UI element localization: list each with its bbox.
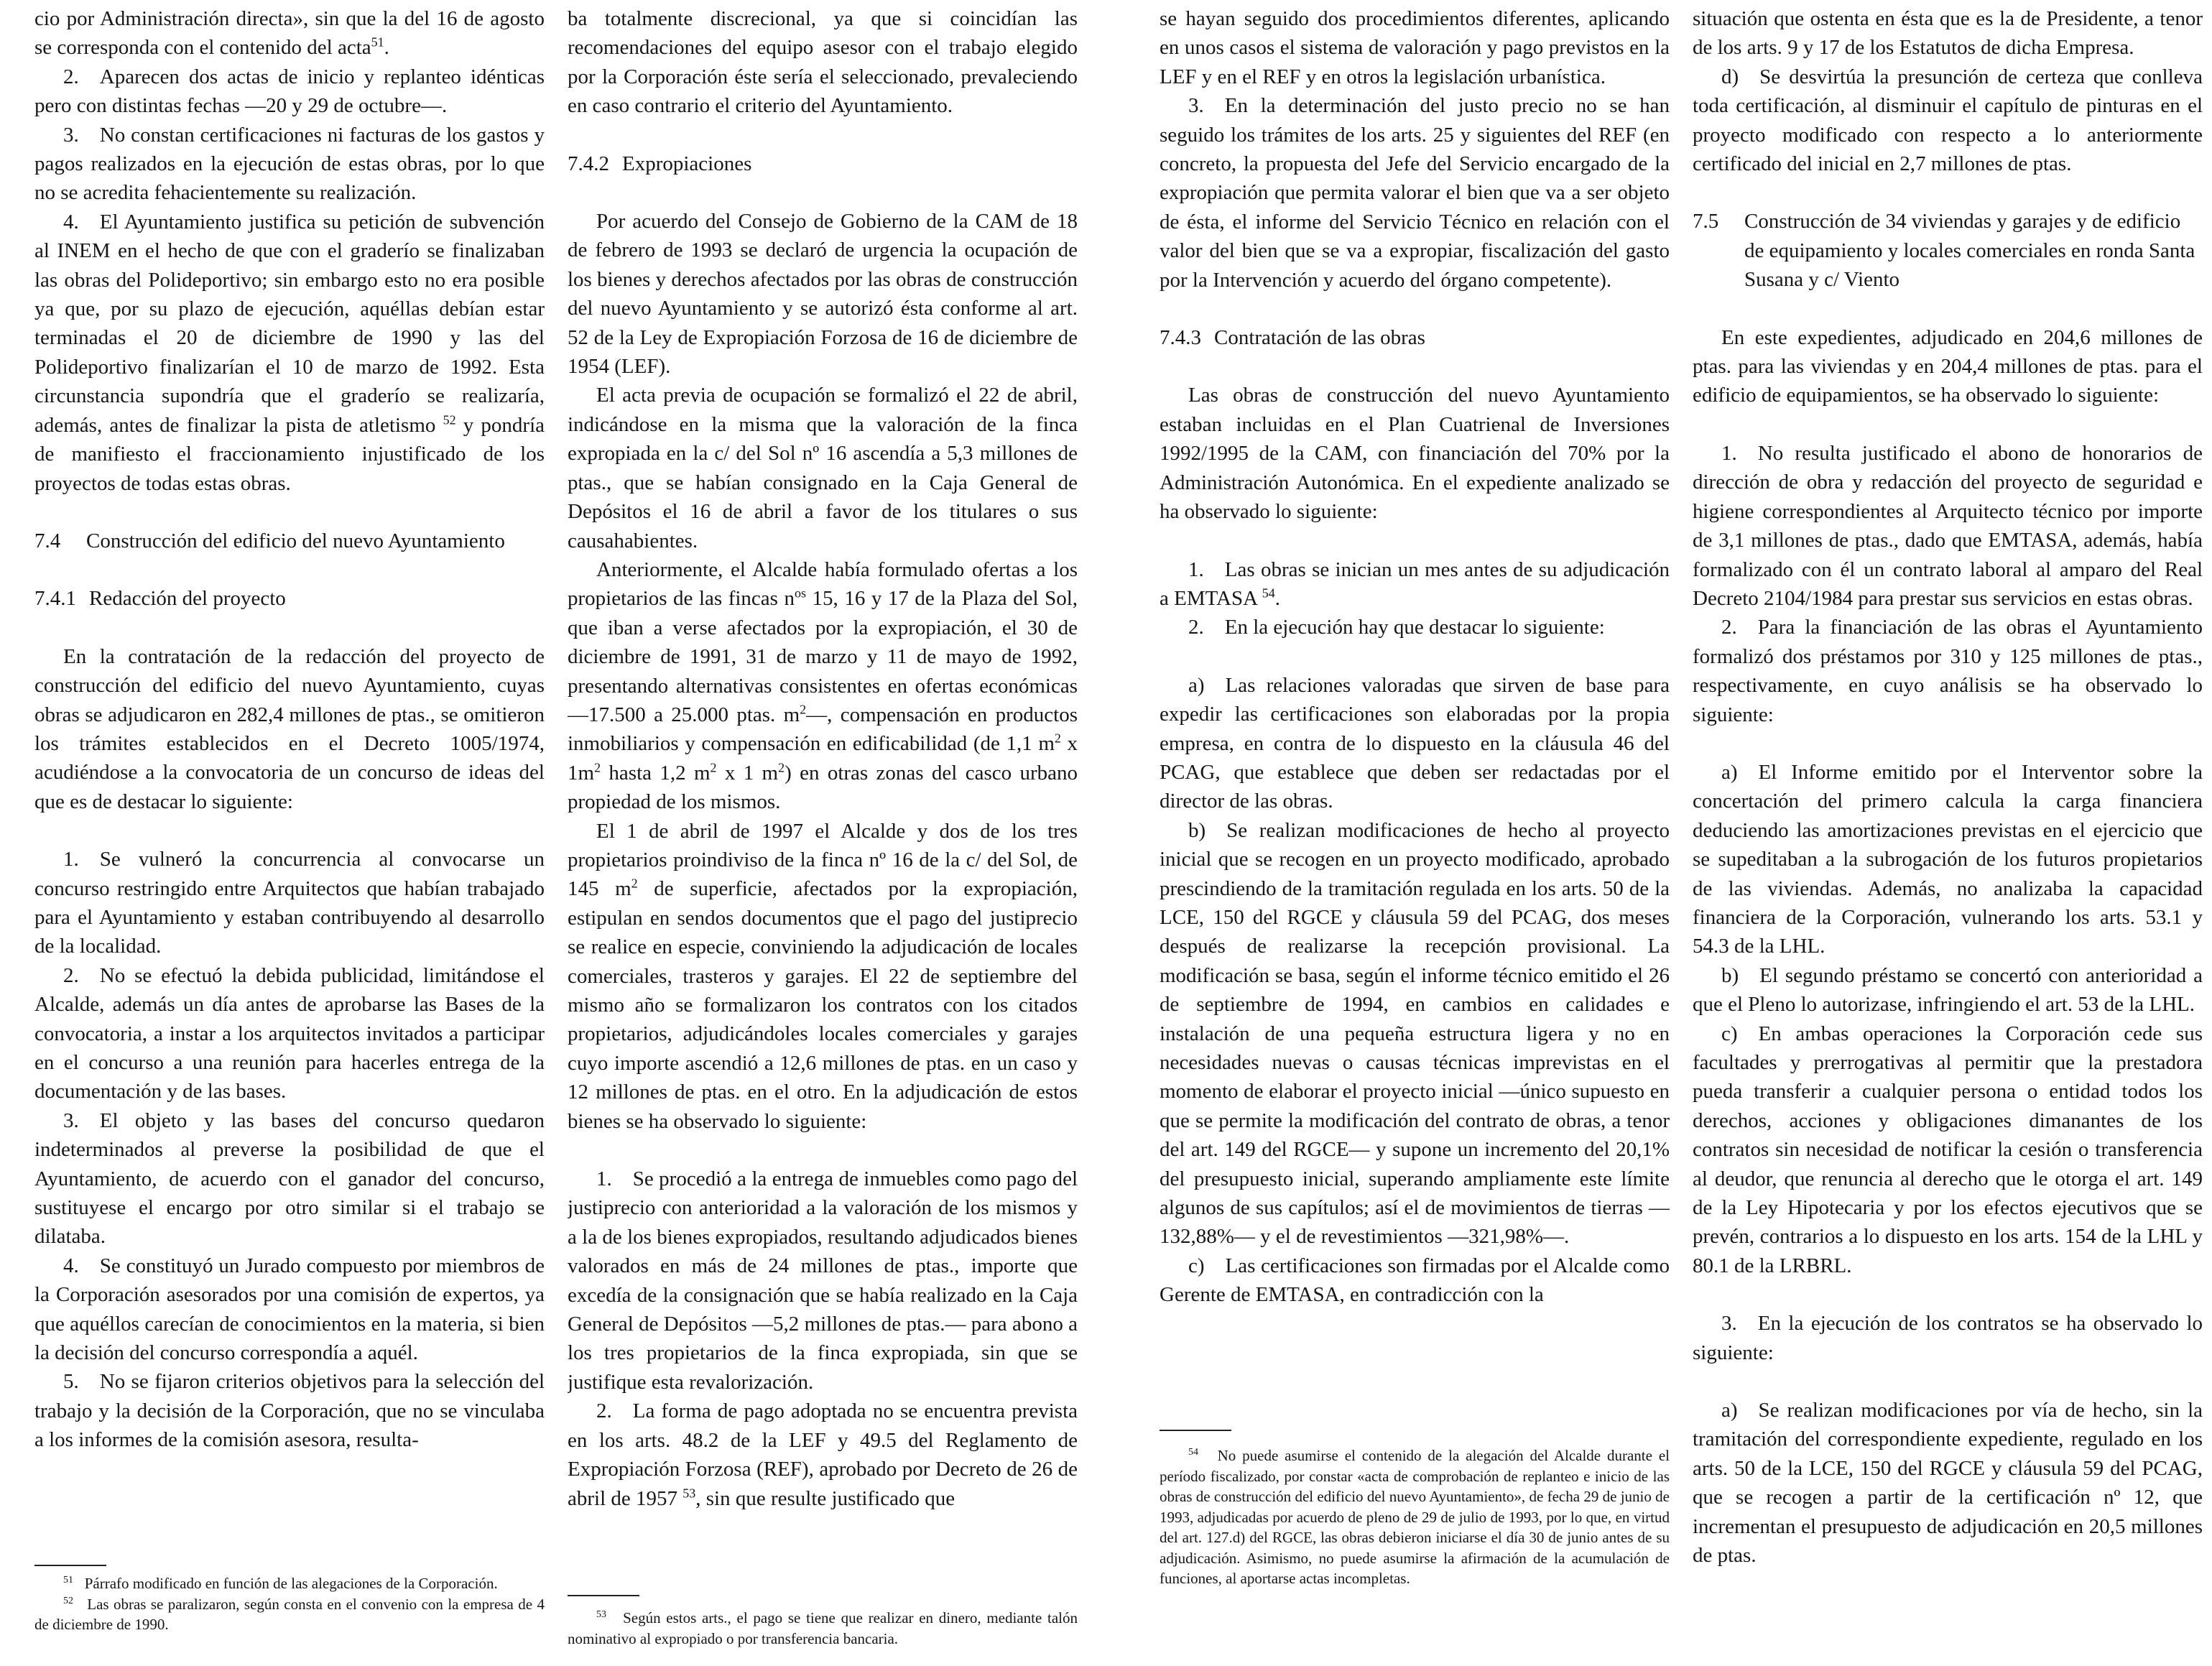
list-item-5: 5. No se fijaron criterios objetivos para la selección del trabajo y la decisión de la Corporación, que no se vinculaba a los informes de la comisión asesora, resulta- bbox=[34, 1370, 545, 1452]
sub-item-b: b) El segundo préstamo se concertó con anterioridad a que el Pleno lo autorizase, infringiendo el art. 53 de la LHL. bbox=[1693, 963, 2203, 1017]
paragraph-continued: cio por Administración directa», sin que la del 16 de agosto se corresponda con el contenido del acta$^{51}$. bbox=[34, 7, 545, 60]
paragraph-intro: Las obras de construcción del nuevo Ayuntamiento estaban incluidas en el Plan Cuatrienal de Inversiones 1992/1995 de la CAM, con financiación del 70% por la Administración Autonómica. En el expediente analizado se ha observado lo siguiente: bbox=[1160, 384, 1670, 524]
spacer bbox=[1160, 527, 1670, 555]
list-item-4: 4. Se constituyó un Jurado compuesto por miembros de la Corporación asesorados por una comisión de expertos, ya que aquéllos carecían de conocimientos en la materia, si bien la decisión del concurso correspondía a aquél. bbox=[34, 1254, 545, 1365]
sub-item-c: c) Las certificaciones son firmadas por el Alcalde como Gerente de EMTASA, en contradicción con la bbox=[1160, 1254, 1670, 1307]
section-heading-7-4-1: 7.4.1 Redacción del proyecto bbox=[34, 587, 286, 611]
footnote-51: $^{51}$ Párrafo modificado en función de las alegaciones de la Corporación. bbox=[63, 1575, 498, 1592]
list-item-2: 2. La forma de pago adoptada no se encuentra prevista en los arts. 48.2 de la LEF y 49.5 del Reglamento de Expropiación Forzosa (REF), aprobado por Decreto de 26 de abril de 1957 $^{53}$, sin que resulte justificado que bbox=[568, 1399, 1078, 1510]
paragraph-2: El acta previa de ocupación se formalizó el 22 de abril, indicándose en la misma que la valoración de la finca expropiada en la c/ del Sol nº 16 ascendía a 5,3 millones de ptas., que se habían consignado en la Caja General de Depósitos el 16 de abril a favor de los titulares o sus causahabientes. bbox=[568, 384, 1078, 552]
paragraph-1: Por acuerdo del Consejo de Gobierno de la CAM de 18 de febrero de 1993 se declaró de urgencia la ocupación de los bienes y derechos afectados por las obras de construcción del nuevo Ayuntamiento y se autorizó ésta conforme al art. 52 de la Ley de Expropiación Forzosa de 16 de diciembre de 1954 (LEF). bbox=[568, 210, 1078, 379]
list-item-4: 4. El Ayuntamiento justifica su petición de subvención al INEM en el hecho de que con el graderío se finalizaban las obras del Polideportivo; sin embargo esto no era posible ya que, por su plazo de ejecución, aquéllas debían estar terminadas el 20 de diciembre de 1990 y las del Polideportivo finalizarían el 10 de marzo de 1992. Esta circunstancia supondría que el graderío se realizaría, además, antes de finalizar la pista de atletismo $^{52}$ y pondría de manifiesto el fraccionamiento injustificado de los proyectos de todas estas obras. bbox=[34, 210, 545, 495]
list-item-3: 3. En la determinación del justo precio no se han seguido los trámites de los arts. 25 y siguientes del REF (en concreto, la propuesta del Jefe del Servicio encargado de la expropiación que permita valorar el bien que va a ser objeto de ésta, el informe del Servicio Técnico en relación con el valor del bien que se va a expropiar, fiscalización del gasto por la Intervención y acuerdo del órgano competente). bbox=[1160, 94, 1670, 292]
sub-item-a-3: a) Se realizan modificaciones por vía de hecho, sin la tramitación del correspondiente expediente, regulado en los arts. 50 de la LCE, 150 del RGCE y cláusula 59 del PCAG, que se recogen a partir de la certificación nº 12, que incrementan el presupuesto de adjudicación en 20,5 millones de ptas. bbox=[1693, 1399, 2203, 1568]
spacer bbox=[1693, 1280, 2203, 1309]
spacer bbox=[1693, 410, 2203, 439]
spacer bbox=[1160, 295, 1670, 323]
column-4 bbox=[1693, 4, 2203, 1660]
sub-item-d: d) Se desvirtúa la presunción de certeza que conlleva toda certificación, al disminuir el capítulo de pinturas en el proyecto modificado con respecto a lo anteriormente certificado del inicial en 2,7 millones de ptas. bbox=[1693, 65, 2203, 176]
list-item-1: 1. No resulta justificado el abono de honorarios de dirección de obra y redacción del proyecto de seguridad e higiene correspondientes al Arquitecto técnico por importe de 3,1 millones de ptas., dado que EMTASA, además, había formalizado con él un contrato laboral al amparo del Real Decreto 2104/1984 para prestar sus servicios en estas obras. bbox=[1693, 441, 2203, 610]
list-item-3: 3. El objeto y las bases del concurso quedaron indeterminados al preverse la posibilidad de que el Ayuntamiento, de acuerdo con el ganador del concurso, sustituyese el encargo por otro similar si el trabajo se dilataba. bbox=[34, 1109, 545, 1249]
paragraph-intro: En la contratación de la redacción del proyecto de construcción del edificio del nuevo Ayuntamiento, cuyas obras se adjudicaron en 282,4 millones de ptas., se omitieron los trámites establecidos en el Decreto 1005/1974, acudiéndose a la convocatoria de un concurso de ideas del que es de destacar lo siguiente: bbox=[34, 644, 545, 813]
footnote-ref-51[interactable]: 51 bbox=[371, 34, 384, 50]
footnote-54: $^{54}$ No puede asumirse el contenido de la alegación del Alcalde durante el período fiscalizado, por constar «acta de comprobación de replanteo e inicio de las obras de construcción del edificio del nuevo Ayuntamiento», de fecha 29 de junio de 1993, adjudicadas por acuerdo de pleno de 29 de julio de 1993, por lo que, en virtud del art. 127.d) del RGCE, las obras debieron iniciarse el día 30 de junio antes de su adjudicación. Asimismo, no puede asumirse la afirmación de la acumulación de funciones, al aportarse actas incompletas. bbox=[1160, 1447, 1670, 1587]
section-heading-7-4-3: 7.4.3 Contratación de las obras bbox=[1160, 326, 1425, 350]
section-heading-7-4-2: 7.4.2 Expropiaciones bbox=[568, 152, 752, 175]
column-3 bbox=[1160, 4, 1670, 1660]
footnote-ref-53[interactable]: 53 bbox=[682, 1485, 696, 1500]
spacer bbox=[1160, 642, 1670, 671]
footnote-separator bbox=[1160, 1430, 1231, 1431]
sub-item-b: b) Se realizan modificaciones de hecho al proyecto inicial que se recogen en un proyecto modificado, aprobado prescindiendo de la tramitación regulada en los arts. 50 de la LCE, 150 del RGCE y cláusula 59 del PCAG, dos meses después de realizarse la recepción provisional. La modificación se basa, según el informe técnico emitido el 26 de septiembre de 1994, en cambios en calidades e instalación de una pequeña estructura ligera y no en necesidades nuevas o causas técnicas imprevistas en el momento de elaborar el proyecto inicial —único supuesto en que se permite la modificación del contrato de obras, a tenor del art. 149 del RGCE— y supone un incremento del 20,1% del presupuesto inicial, superando ampliamente este límite algunos de sus capítulos; así el de movimientos de tierras —132,88%— y el de revestimientos —321,98%—. bbox=[1160, 818, 1670, 1249]
list-item-2: 2. Para la financiación de las obras el Ayuntamiento formalizó dos préstamos por 310 y 125 millones de ptas., respectivamente, en cuyo análisis se ha observado lo siguiente: bbox=[1693, 616, 2203, 726]
sub-item-c: c) En ambas operaciones la Corporación cede sus facultades y prerrogativas al permitir que la prestadora pueda transferir a cualquier persona o entidad todos los derechos, acciones y obligaciones dimanantes de los contratos sin necesidad de notificar la cesión o transferencia al deudor, que renuncia al derecho que le otorga el art. 149 de la Ley Hipotecaria y por los efectos ejecutivos que se prevén, contrarios a lo dispuesto en los arts. 154 de la LHL y 80.1 de la LRBRL. bbox=[1693, 1022, 2203, 1277]
footnotes-column-1 bbox=[34, 1573, 545, 1635]
paragraph-continued: se hayan seguido dos procedimientos diferentes, aplicando en unos casos el sistema de valoración y pago previstos en la LEF y en el REF y en otros la legislación urbanística. bbox=[1160, 7, 1670, 88]
footnote-separator bbox=[34, 1565, 106, 1566]
list-item-2: 2. En la ejecución hay que destacar lo siguiente: bbox=[1188, 616, 1605, 639]
sub-item-a: a) Las relaciones valoradas que sirven de base para expedir las certificaciones son elaboradas por la propia empresa, en contra de lo dispuesto en la cláusula 46 del PCAG, que establece que deben ser redactadas por el director de las obras. bbox=[1160, 673, 1670, 813]
section-heading-7-4: 7.4 Construcción del edificio del nuevo Ayuntamiento bbox=[34, 529, 505, 552]
footnote-53: $^{53}$ Según estos arts., el pago se tiene que realizar en dinero, mediante talón nominativo al expropiado o por transferencia bancaria. bbox=[568, 1609, 1078, 1647]
spacer bbox=[1693, 1367, 2203, 1396]
list-item-1: 1. Las obras se inician un mes antes de su adjudicación a EMTASA $^{54}$. bbox=[1160, 557, 1670, 610]
footnote-ref-54[interactable]: 54 bbox=[1262, 586, 1275, 601]
sub-item-a: a) El Informe emitido por el Interventor sobre la concertación del primero calcula la carga financiera deduciendo las amortizaciones previstas en el ejercicio que se supeditaban a la subrogación de los futuros propietarios de las viviendas. Además, no analizaba la capacidad financiera de la Corporación, vulnerando los arts. 53.1 y 54.3 de la LHL. bbox=[1693, 760, 2203, 958]
footnotes-column-3 bbox=[1160, 1445, 1670, 1589]
spacer bbox=[568, 178, 1078, 207]
column-1 bbox=[34, 4, 545, 1660]
spacer bbox=[34, 555, 545, 584]
footnote-ref-52[interactable]: 52 bbox=[443, 412, 456, 427]
list-item-1: 1. Se procedió a la entrega de inmuebles como pago del justiprecio con anterioridad a la valoración de los mismos y a la de los bienes expropiados, resultando adjudicados bienes valorados en más de 24 millones de ptas., importe que excedía de la consignación que se había realizado en la Caja General de Depósitos —5,2 millones de ptas.— para abono a los tres propietarios de la finca expropiada, sin que se justifique esta revalorización. bbox=[568, 1167, 1078, 1394]
list-item-2: 2. Aparecen dos actas de inicio y replanteo idénticas pero con distintas fechas —20 y 29 de octubre—. bbox=[34, 65, 545, 118]
paragraph-4: El 1 de abril de 1997 el Alcalde y dos de los tres propietarios proindiviso de la finca nº 16 de la c/ del Sol, de 145 $m^2$ de superficie, afectados por la expropiación, estipulan en sendos documentos que el pago del justiprecio se realice en especie, conviniendo la adjudicación de locales comerciales, trasteros y garajes. El 22 de septiembre del mismo año se formalizaron los contratos con los citados propietarios, adjudicándoles locales comerciales y garajes cuyo importe ascendió a 12,6 millones de ptas. en un caso y 12 millones de ptas. en el otro. En la adjudicación de estos bienes se ha observado lo siguiente: bbox=[568, 819, 1078, 1133]
spacer bbox=[34, 614, 545, 642]
list-item-2: 2. No se efectuó la debida publicidad, limitándose el Alcalde, además un día antes de aprobarse las Bases de la convocatoria, a instar a los arquitectos invitados a participar en el concurso a una reunión para hacerles entrega de la documentación y de las bases. bbox=[34, 963, 545, 1103]
spacer bbox=[34, 498, 545, 527]
list-item-3: 3. No constan certificaciones ni facturas de los gastos y pagos realizados en la ejecución de estas obras, por lo que no se acredita fehacientemente su realización. bbox=[34, 123, 545, 205]
column-2 bbox=[568, 4, 1078, 1660]
spacer bbox=[568, 121, 1078, 149]
paragraph-continued: situación que ostenta en ésta que es la de Presidente, a tenor de los arts. 9 y 17 de los Estatutos de dicha Empresa. bbox=[1693, 7, 2203, 60]
section-heading-7-5: 7.5 Construcción de 34 viviendas y garajes y de edificio de equipamiento y locales comerciales en ronda Santa Susana y c/ Viento bbox=[1693, 210, 2195, 292]
spacer bbox=[1693, 295, 2203, 323]
spacer bbox=[568, 1136, 1078, 1165]
footnote-separator bbox=[568, 1595, 639, 1596]
paragraph-continued: ba totalmente discrecional, ya que si coincidían las recomendaciones del equipo asesor con el trabajo elegido por la Corporación éste sería el seleccionado, prevaleciendo en caso contrario el criterio del Ayuntamiento. bbox=[568, 7, 1078, 118]
spacer bbox=[34, 816, 545, 845]
paragraph-intro: En este expedientes, adjudicado en 204,6 millones de ptas. para las viviendas y en 204,4 millones de ptas. para el edificio de equipamientos, se ha observado lo siguiente: bbox=[1693, 325, 2203, 407]
spacer bbox=[1160, 352, 1670, 381]
footnote-52: $^{52}$ Las obras se paralizaron, según consta en el convenio con la empresa de 4 de diciembre de 1990. bbox=[34, 1595, 545, 1633]
list-item-1: 1. Se vulneró la concurrencia al convocarse un concurso restringido entre Arquitectos que habían trabajado para el Ayuntamiento y estaban contribuyendo al desarrollo de la localidad. bbox=[34, 848, 545, 958]
spacer bbox=[1693, 178, 2203, 207]
list-item-3: 3. En la ejecución de los contratos se ha observado lo siguiente: bbox=[1693, 1312, 2203, 1364]
paragraph-3: Anteriormente, el Alcalde había formulado ofertas a los propietarios de las fincas $n^{os}$ 15, 16 y 17 de la Plaza del Sol, que iban a verse afectados por la expropiación, el 30 de diciembre de 1991, 31 de marzo y 11 de mayo de 1992, presentando alternativas consistentes en ofertas económicas —17.500 a 25.000 ptas. $m^2—$, compensación en productos inmobiliarios y compensación en edificabilidad (de 1,1 $m^2$ x $1m^2$ hasta 1,2 $m^2$ x 1 $m^2$) en otras zonas del casco urbano propiedad de los mismos. bbox=[568, 557, 1078, 814]
spacer bbox=[1693, 729, 2203, 758]
footnotes-column-2 bbox=[568, 1608, 1078, 1649]
